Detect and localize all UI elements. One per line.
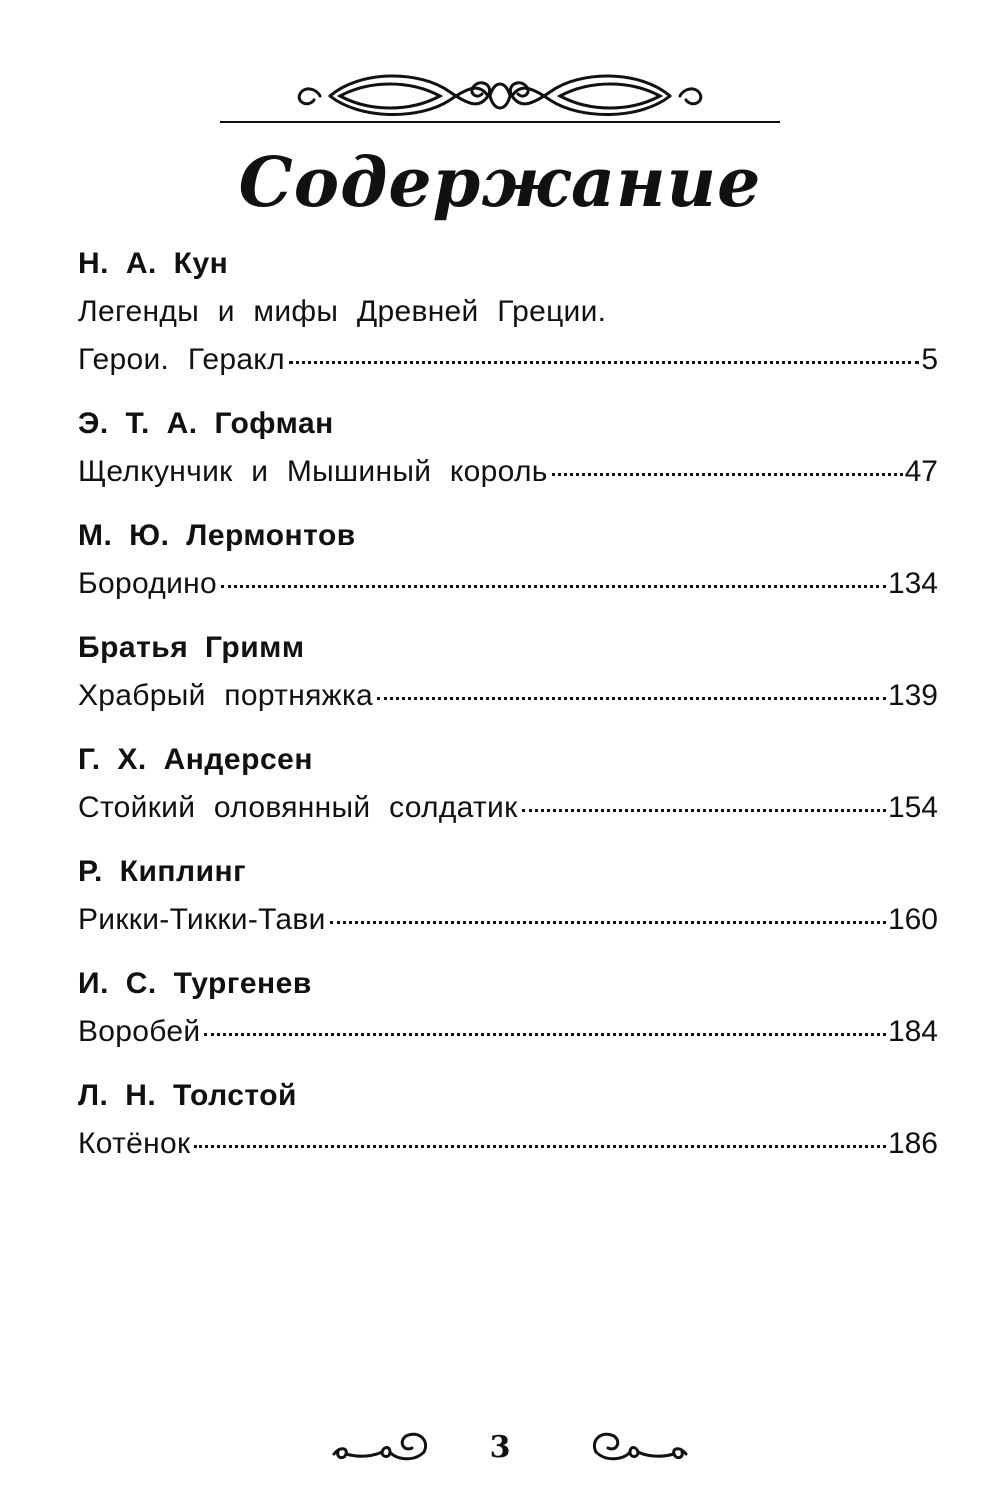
toc-section bbox=[78, 744, 938, 824]
page-footer bbox=[0, 1420, 1000, 1480]
toc-entry[interactable] bbox=[78, 456, 938, 488]
dot-leader bbox=[522, 809, 886, 812]
dot-leader bbox=[221, 585, 886, 588]
toc-author: Л. Н. Толстой bbox=[78, 1079, 297, 1112]
toc-section bbox=[78, 968, 938, 1048]
toc-entry-title: Котёнок bbox=[78, 1127, 191, 1160]
toc-author: Братья Гримм bbox=[78, 631, 305, 664]
toc-page-number: 184 bbox=[887, 1015, 938, 1048]
toc-entry-title: Бородино bbox=[78, 567, 217, 600]
flourish-right-icon bbox=[590, 1426, 690, 1470]
toc-entry-title: Воробей bbox=[78, 1015, 201, 1048]
toc-section bbox=[78, 248, 938, 376]
toc-author: М. Ю. Лермонтов bbox=[78, 519, 356, 552]
dot-leader bbox=[204, 1033, 885, 1036]
toc-author: И. С. Тургенев bbox=[78, 967, 312, 1000]
toc-author: Э. Т. А. Гофман bbox=[78, 407, 334, 440]
toc-entry-title: Стойкий оловянный солдатик bbox=[78, 791, 518, 824]
dot-leader bbox=[330, 921, 886, 924]
toc-section bbox=[78, 632, 938, 712]
page-number: 3 bbox=[489, 1430, 511, 1465]
toc-author: Г. Х. Андерсен bbox=[78, 743, 313, 776]
toc-entry[interactable] bbox=[78, 1016, 938, 1048]
toc-author: Р. Киплинг bbox=[78, 855, 247, 888]
toc-entry[interactable] bbox=[78, 1128, 938, 1160]
toc-page-number: 5 bbox=[921, 343, 938, 376]
toc-entry-title: Щелкунчик и Мышиный король bbox=[78, 455, 548, 488]
toc-section bbox=[78, 1080, 938, 1160]
flourish-left-icon bbox=[330, 1426, 430, 1470]
toc-entry[interactable] bbox=[78, 344, 938, 376]
toc-entry[interactable] bbox=[78, 792, 938, 824]
dot-leader bbox=[194, 1145, 886, 1148]
dot-leader bbox=[289, 361, 919, 364]
dot-leader bbox=[552, 473, 903, 476]
dot-leader bbox=[377, 697, 886, 700]
toc-section bbox=[78, 520, 938, 600]
toc-entry[interactable] bbox=[78, 680, 938, 712]
toc-page-number: 154 bbox=[887, 791, 938, 824]
toc-entry-title: Рикки-Тикки-Тави bbox=[78, 903, 326, 936]
toc-page-number: 160 bbox=[887, 903, 938, 936]
toc-page-number: 134 bbox=[887, 567, 938, 600]
toc-entry-title: Храбрый портняжка bbox=[78, 679, 374, 712]
toc-page-number: 47 bbox=[904, 455, 938, 488]
toc-section bbox=[78, 856, 938, 936]
toc-page-number: 139 bbox=[887, 679, 938, 712]
toc-entry[interactable] bbox=[78, 568, 938, 600]
toc-page-number: 186 bbox=[887, 1127, 938, 1160]
toc-section bbox=[78, 408, 938, 488]
table-of-contents bbox=[78, 248, 938, 1160]
page-title: Содержание bbox=[238, 143, 762, 223]
flourish-ornament-top bbox=[220, 62, 780, 134]
toc-entry-title: Герои. Геракл bbox=[78, 343, 285, 376]
toc-entry[interactable] bbox=[78, 904, 938, 936]
toc-author: Н. А. Кун bbox=[78, 247, 229, 280]
toc-subtitle: Легенды и мифы Древней Греции. bbox=[78, 295, 607, 328]
